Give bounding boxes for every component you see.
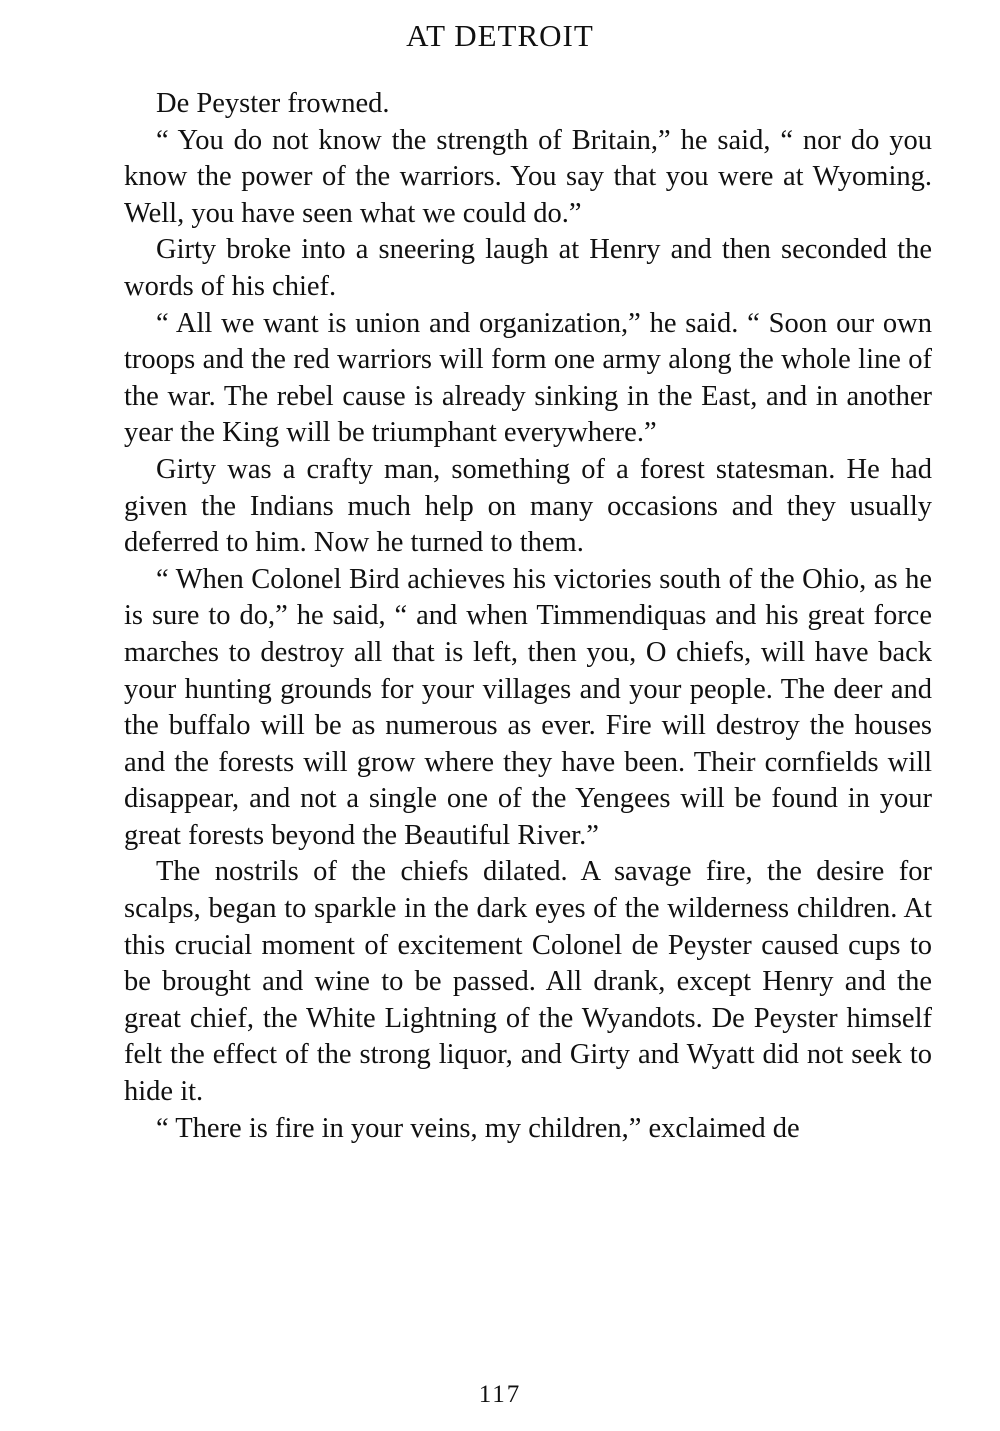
body-text [124,86,932,1147]
running-head: AT DETROIT [406,18,594,53]
page-number: 117 [478,1381,522,1408]
paragraph: The nostrils of the chiefs dilated. A savage fire, the desire for scalps, began to sparkle in the dark eyes of the wilderness children. At this crucial moment of excitement Colonel de Peyster caused cups to be brought and wine to be passed. All drank, except Henry and the great chief, the White Lightning of the Wyandots. De Peyster himself felt the effect of the strong liquor, and Girty and Wyatt did not seek to hide it. [124,856,932,1108]
paragraph: “ You do not know the strength of Britain,” he said, “ nor do you know the power of the warriors. You say that you were at Wyoming. Well, you have seen what we could do.” [124,124,932,229]
paragraph: Girty broke into a sneering laugh at Henry and then seconded the words of his chief. [124,234,932,302]
paragraph: “ When Colonel Bird achieves his victories south of the Ohio, as he is sure to do,” he said, “ and when Timmendiquas and his great force marches to destroy all that is left, then you, O chiefs, will have back your hunting grounds for your villages and your people. The deer and the buffalo will be as numerous as ever. Fire will destroy the houses and the forests will grow where they have been. Their cornfields will disappear, and not a single one of the Yengees will be found in your great forests beyond the Beautiful River.” [124,563,932,851]
paragraph: “ All we want is union and organization,” he said. “ Soon our own troops and the red warriors will form one army along the whole line of the war. The rebel cause is already sinking in the East, and in another year the King will be triumphant everywhere.” [124,307,932,449]
paragraph: De Peyster frowned. [156,88,390,119]
paragraph: Girty was a crafty man, something of a forest statesman. He had given the Indians much help on many occasions and they usually deferred to him. Now he turned to them. [124,453,932,559]
paragraph: “ There is fire in your veins, my children,” exclaimed de [156,1112,800,1144]
